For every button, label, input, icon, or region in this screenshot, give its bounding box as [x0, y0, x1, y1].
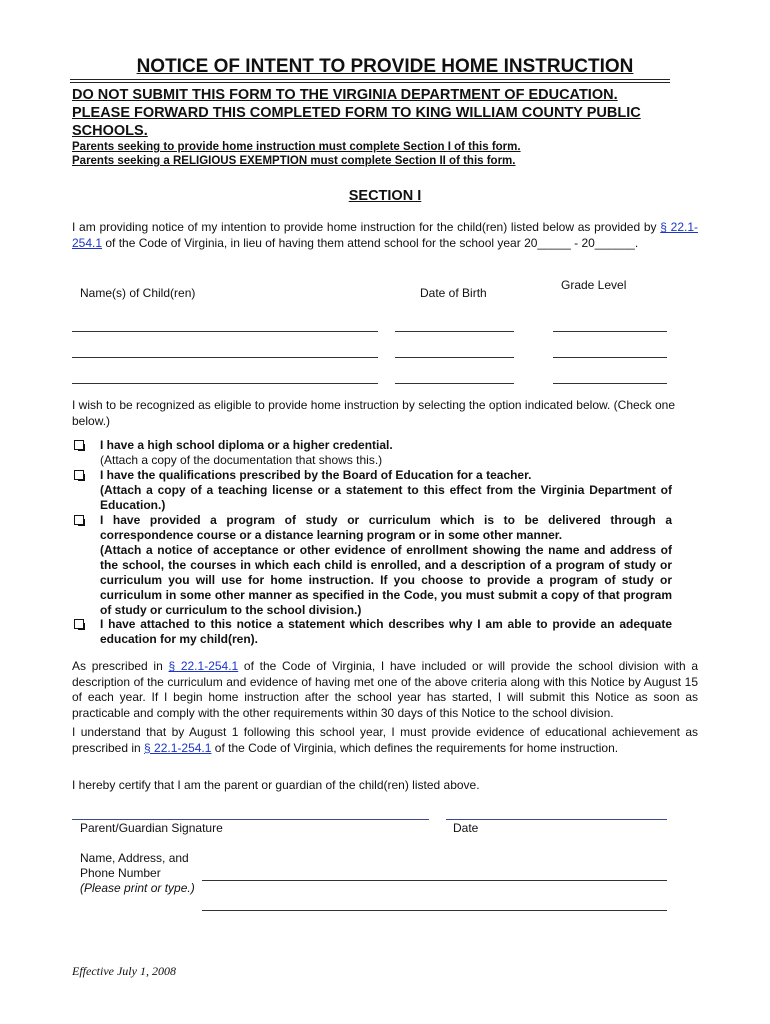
understand-text-end: of the Code of Virginia, which defines the requirements for home instruction.: [211, 740, 619, 755]
section-two-instruction: Parents seeking a RELIGIOUS EXEMPTION must complete Section II of this form.: [72, 155, 516, 167]
child-name-field[interactable]: [72, 331, 378, 332]
checkbox-icon[interactable]: [74, 470, 84, 480]
eligibility-intro: I wish to be recognized as eligible to provide home instruction by selecting the option indicated below. (Check one below.): [72, 398, 676, 428]
code-link[interactable]: § 22.1-254.1: [72, 220, 699, 250]
option-diploma: [72, 438, 672, 468]
submission-warning: [72, 86, 682, 140]
signature-field[interactable]: [72, 819, 429, 820]
contact-field-line-1[interactable]: [202, 880, 667, 881]
intro-text: I am providing notice of my intention to provide home instruction for the child(ren) listed below as provided by: [72, 220, 661, 234]
intro-text-end: of the Code of Virginia, in lieu of having them attend school for the school year 20_____ - 20______.: [102, 235, 639, 250]
option-text: I have a high school diploma or a higher credential.: [100, 438, 393, 452]
prescribed-paragraph: [72, 659, 698, 721]
child-dob-field[interactable]: [395, 331, 514, 332]
checkbox-icon[interactable]: [74, 515, 84, 525]
option-teacher-qualifications: [72, 468, 672, 513]
signature-label: Parent/Guardian Signature: [80, 821, 223, 835]
section-heading: SECTION I: [348, 188, 422, 204]
contact-hint: (Please print or type.): [80, 881, 195, 895]
child-name-field[interactable]: [72, 357, 378, 358]
child-dob-field[interactable]: [395, 357, 514, 358]
option-note: (Attach a copy of the documentation that shows this.): [100, 453, 383, 467]
children-names-header: Name(s) of Child(ren): [80, 286, 196, 300]
option-note: (Attach a notice of acceptance or other evidence of enrollment showing the name and address of the school, the courses in which each child is enrolled, and a description of a program of study or curriculum you will use for home instruction. If you choose to provide a program of study or curriculum in some other manner as specified in the Code, you must submit a copy of that program of study or curriculum to the school division.): [100, 543, 672, 617]
intro-paragraph: [72, 220, 698, 251]
warning-line: PLEASE FORWARD THIS COMPLETED FORM TO KING WILLIAM COUNTY PUBLIC: [72, 105, 641, 121]
section-one-instruction: Parents seeking to provide home instruction must complete Section I of this form.: [72, 141, 521, 153]
child-dob-field[interactable]: [395, 383, 514, 384]
understand-text: I understand that by August 1 following this school year, I must provide evidence of educational achievement as prescribed in: [72, 725, 698, 755]
checkbox-icon[interactable]: [74, 619, 84, 629]
certification-statement: I hereby certify that I am the parent or guardian of the child(ren) listed above.: [72, 778, 480, 792]
child-grade-field[interactable]: [553, 331, 667, 332]
option-curriculum: [72, 513, 672, 618]
title-rule: [70, 79, 670, 80]
code-link[interactable]: § 22.1-254.1: [168, 659, 239, 673]
option-text: I have attached to this notice a statement which describes why I am able to provide an adequate education for my child(ren).: [100, 617, 672, 646]
option-statement: [72, 617, 672, 647]
title-rule-second: [70, 82, 670, 83]
contact-label-block: [80, 851, 202, 896]
form-title: NOTICE OF INTENT TO PROVIDE HOME INSTRUCTION: [136, 56, 634, 77]
contact-field-line-2[interactable]: [202, 910, 667, 911]
grade-level-header: Grade Level: [561, 278, 627, 292]
effective-date: Effective July 1, 2008: [72, 964, 176, 978]
code-link[interactable]: § 22.1-254.1: [144, 740, 212, 755]
child-grade-field[interactable]: [553, 357, 667, 358]
prescribed-text-end: of the Code of Virginia, I have included or will provide the school division with a description of the curriculum and evidence of having met one of the above criteria along with this Notice by August 15 of each year. If I begin home instruction after the school year has started, I will submit this Notice as soon as practicable and comply with the other requirements within 30 days of this Notice to the school division.: [72, 659, 699, 720]
section-instructions: [72, 140, 682, 168]
warning-line: SCHOOLS.: [72, 123, 148, 139]
child-grade-field[interactable]: [553, 383, 667, 384]
option-text: I have provided a program of study or curriculum which is to be delivered through a correspondence course or a distance learning program or in some other manner.: [100, 513, 672, 542]
warning-line: DO NOT SUBMIT THIS FORM TO THE VIRGINIA DEPARTMENT OF EDUCATION.: [72, 87, 618, 103]
option-note: (Attach a copy of a teaching license or a statement to this effect from the Virginia Department of Education.): [100, 483, 672, 512]
date-label: Date: [453, 821, 479, 835]
option-text: I have the qualifications prescribed by the Board of Education for a teacher.: [100, 468, 532, 482]
date-of-birth-header: Date of Birth: [420, 286, 487, 300]
contact-label: Name, Address, and Phone Number: [80, 851, 189, 880]
prescribed-text: As prescribed in: [72, 659, 169, 673]
child-name-field[interactable]: [72, 383, 378, 384]
understand-paragraph: [72, 725, 698, 756]
date-field[interactable]: [446, 819, 667, 820]
checkbox-icon[interactable]: [74, 440, 84, 450]
